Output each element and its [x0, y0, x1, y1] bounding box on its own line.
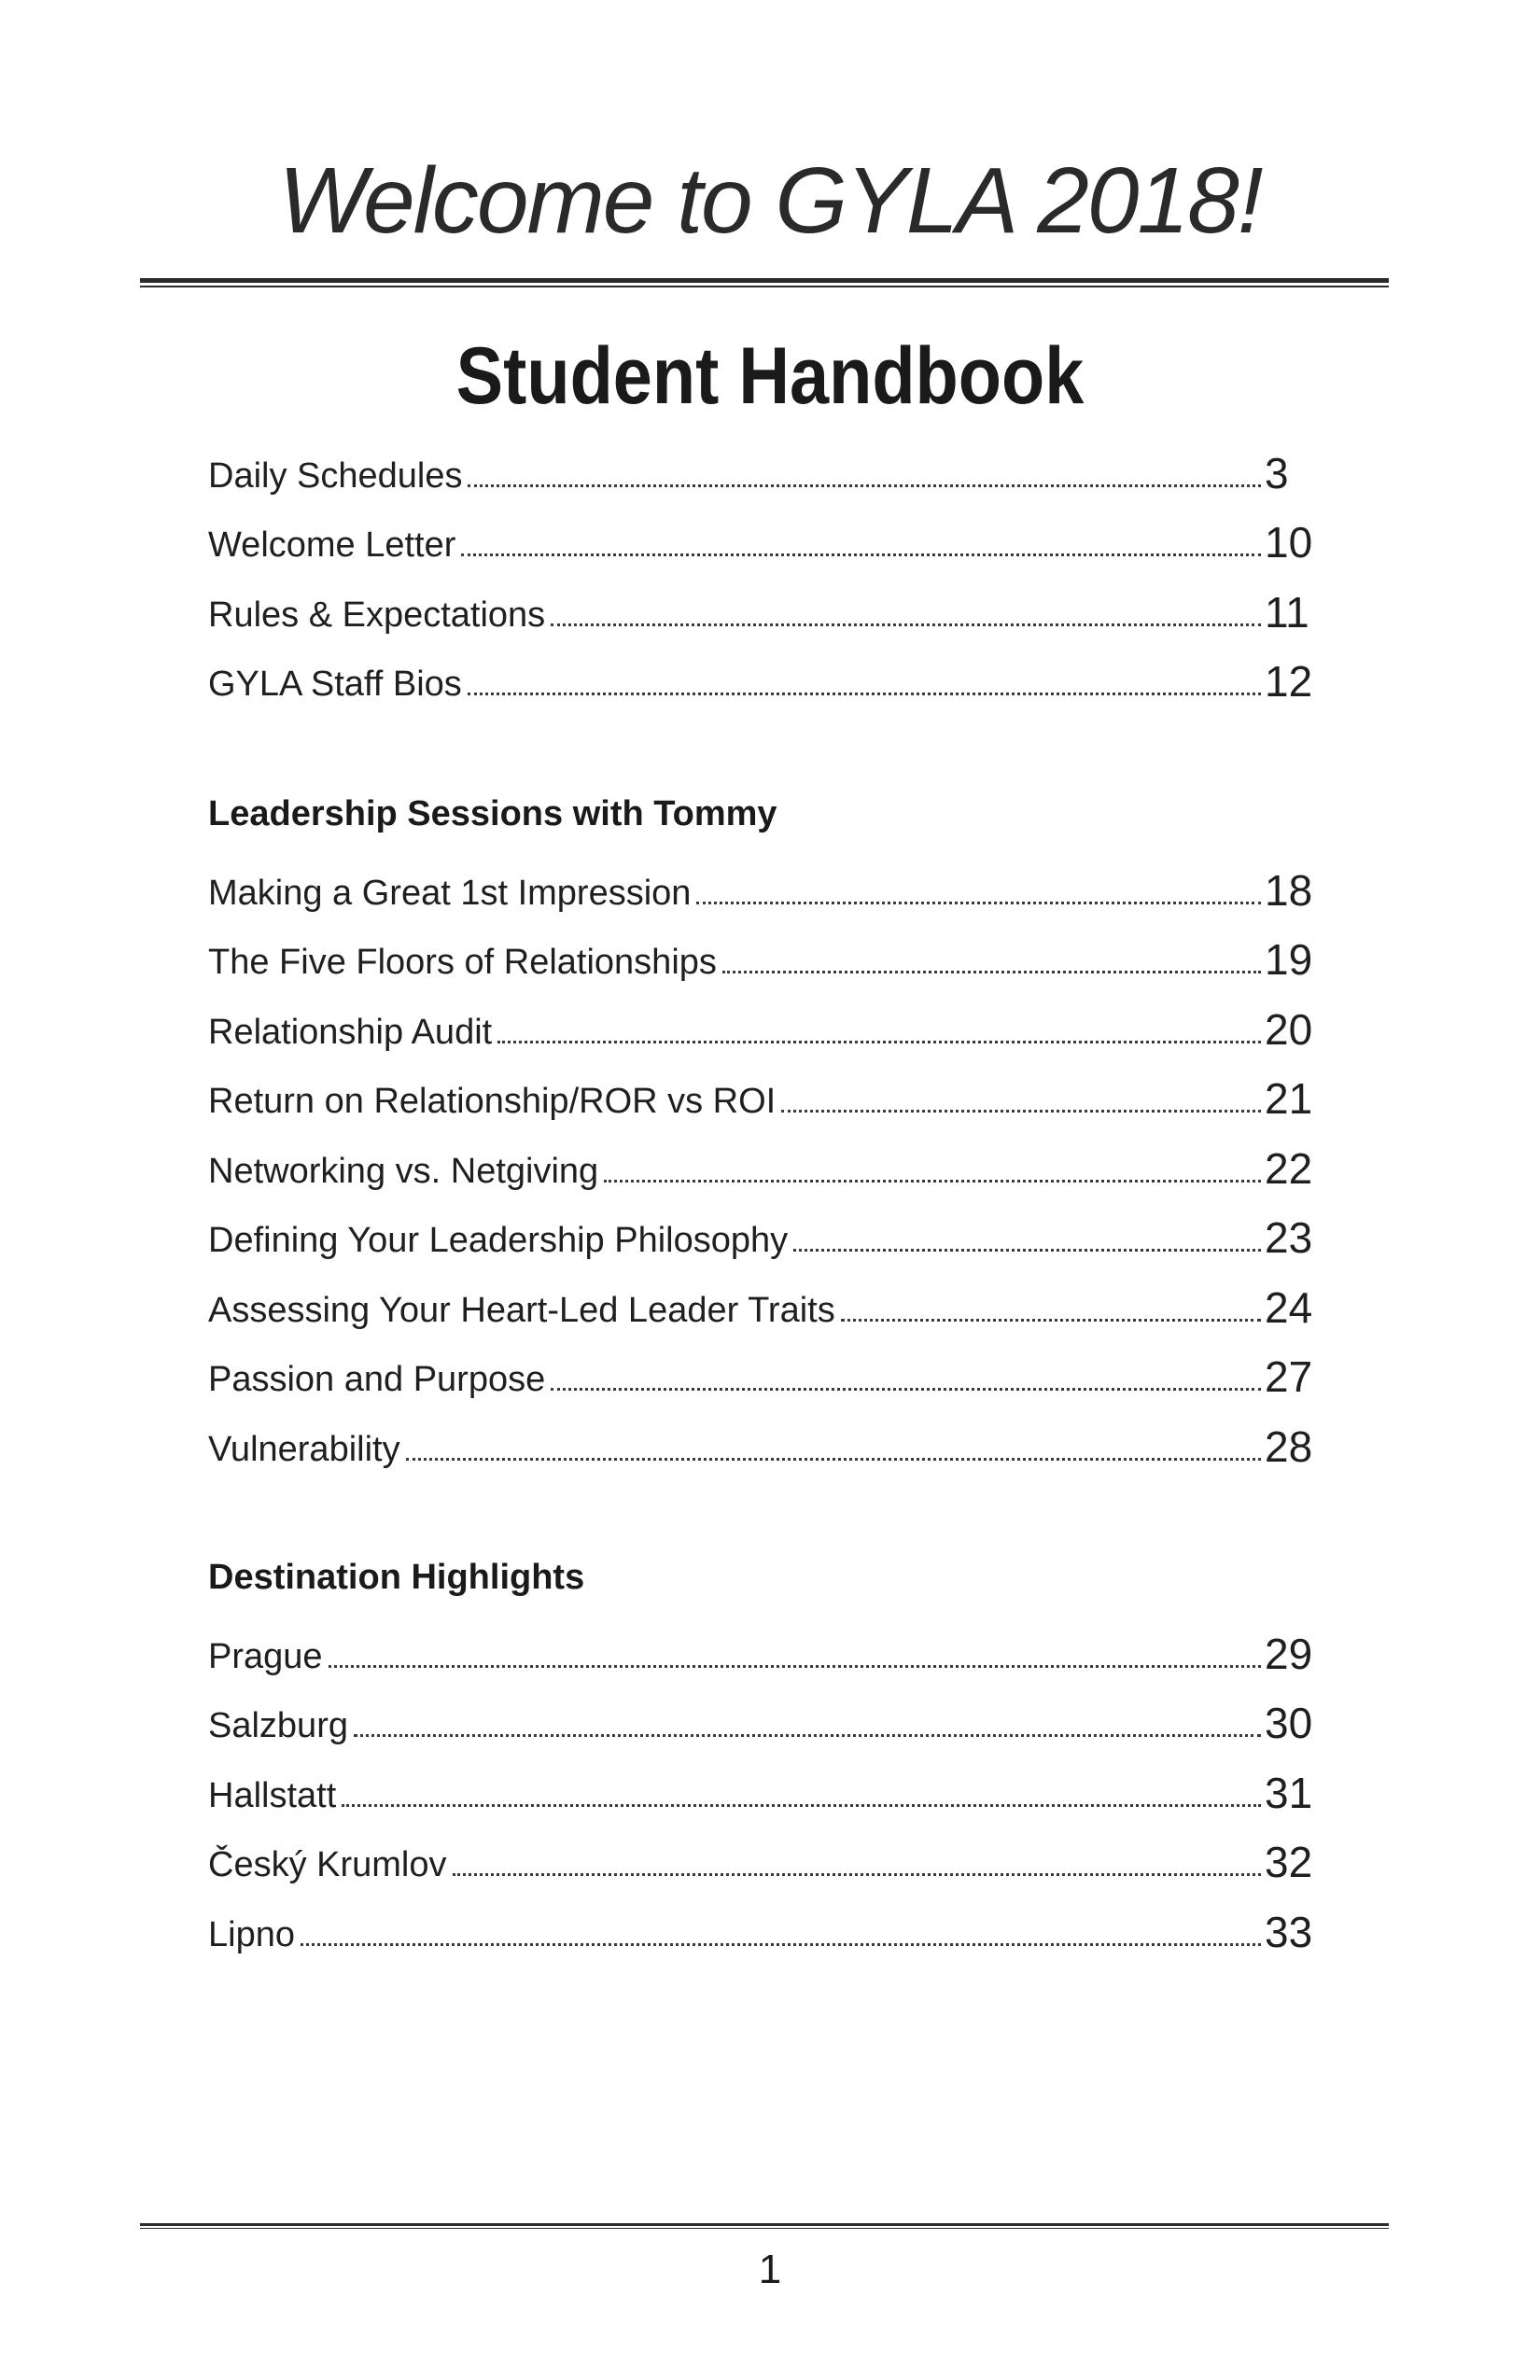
toc-entry-page: 27 — [1265, 1352, 1313, 1401]
dot-leader — [604, 1180, 1261, 1183]
toc-entry-heart-led-traits[interactable] — [208, 1268, 1321, 1338]
toc-entry-passion-purpose[interactable] — [208, 1338, 1321, 1408]
dot-leader — [722, 971, 1261, 973]
toc-leadership — [208, 851, 1321, 1477]
dot-leader — [329, 1665, 1261, 1668]
toc-entry-label: Hallstatt — [208, 1775, 337, 1815]
dot-leader — [354, 1734, 1261, 1737]
dot-leader — [461, 553, 1261, 556]
toc-entry-label: Passion and Purpose — [208, 1360, 546, 1399]
dot-leader — [453, 1873, 1262, 1876]
toc-entry-page: 33 — [1265, 1907, 1313, 1956]
dot-leader — [468, 693, 1261, 695]
toc-entry-vulnerability[interactable] — [208, 1407, 1321, 1477]
page-number: 1 — [758, 2247, 782, 2292]
toc-entry-page: 24 — [1265, 1282, 1313, 1332]
toc-entry-prague[interactable] — [208, 1615, 1321, 1685]
toc-entry-rules-expectations[interactable] — [208, 573, 1321, 643]
toc-entry-page: 31 — [1265, 1768, 1313, 1817]
toc-entry-networking[interactable] — [208, 1129, 1321, 1199]
toc-entry-label: Relationship Audit — [208, 1012, 493, 1052]
dot-leader — [551, 623, 1261, 626]
toc-entry-page: 12 — [1265, 657, 1313, 706]
toc-entry-label: Rules & Expectations — [208, 595, 546, 635]
dot-leader — [781, 1110, 1261, 1113]
bottom-divider — [140, 2223, 1389, 2229]
toc-entry-relationship-audit[interactable] — [208, 990, 1321, 1060]
toc-entry-label: Vulnerability — [208, 1429, 400, 1469]
welcome-heading: Welcome to GYLA 2018! — [278, 148, 1262, 253]
toc-entry-label: The Five Floors of Relationships — [208, 943, 717, 982]
toc-entry-page: 32 — [1265, 1838, 1313, 1886]
toc-entry-page: 21 — [1265, 1074, 1313, 1123]
toc-entry-page: 3 — [1265, 448, 1289, 497]
toc-entry-staff-bios[interactable] — [208, 643, 1321, 713]
dot-leader — [468, 484, 1261, 487]
dot-leader — [551, 1388, 1261, 1391]
toc-entry-lipno[interactable] — [208, 1893, 1321, 1963]
dot-leader — [342, 1804, 1261, 1807]
toc-entry-page: 28 — [1265, 1421, 1313, 1471]
toc-entry-five-floors[interactable] — [208, 921, 1321, 991]
toc-entry-page: 23 — [1265, 1213, 1313, 1262]
toc-entry-page: 19 — [1265, 935, 1313, 984]
toc-entry-page: 29 — [1265, 1629, 1313, 1678]
toc-entry-page: 22 — [1265, 1143, 1313, 1193]
toc-entry-label: Defining Your Leadership Philosophy — [208, 1221, 789, 1260]
toc-entry-hallstatt[interactable] — [208, 1754, 1321, 1824]
toc-entry-label: Making a Great 1st Impression — [208, 873, 692, 913]
dot-leader — [696, 902, 1261, 904]
toc-entry-page: 18 — [1265, 865, 1313, 915]
toc-entry-label: Daily Schedules — [208, 455, 463, 496]
toc-entry-label: Salzburg — [208, 1706, 348, 1745]
toc-main — [208, 434, 1321, 712]
toc-entry-welcome-letter[interactable] — [208, 504, 1321, 574]
toc-entry-label: Welcome Letter — [208, 525, 456, 565]
toc-entry-label: GYLA Staff Bios — [208, 665, 462, 704]
page-title: Student Handbook — [455, 331, 1085, 421]
section-heading-leadership: Leadership Sessions with Tommy — [208, 794, 777, 833]
toc-entry-first-impression[interactable] — [208, 851, 1321, 921]
toc-entry-label: Český Krumlov — [208, 1845, 447, 1884]
toc-entry-page: 10 — [1265, 518, 1313, 567]
toc-entry-leadership-philosophy[interactable] — [208, 1199, 1321, 1269]
section-heading-destinations: Destination Highlights — [208, 1558, 585, 1597]
toc-entry-label: Assessing Your Heart-Led Leader Traits — [208, 1290, 835, 1330]
toc-entry-cesky-krumlov[interactable] — [208, 1824, 1321, 1894]
toc-entry-label: Return on Relationship/ROR vs ROI — [208, 1082, 777, 1121]
toc-entry-label: Lipno — [208, 1914, 295, 1954]
dot-leader — [793, 1249, 1261, 1252]
dot-leader — [406, 1458, 1261, 1461]
toc-entry-daily-schedules[interactable] — [208, 434, 1321, 504]
dot-leader — [841, 1319, 1261, 1322]
toc-destinations — [208, 1615, 1321, 1963]
toc-entry-page: 11 — [1265, 587, 1309, 637]
top-divider — [140, 278, 1389, 287]
toc-entry-label: Prague — [208, 1636, 323, 1676]
dot-leader — [301, 1943, 1261, 1946]
dot-leader — [497, 1041, 1261, 1043]
toc-entry-salzburg[interactable] — [208, 1685, 1321, 1755]
toc-entry-page: 30 — [1265, 1699, 1313, 1747]
toc-entry-page: 20 — [1265, 1004, 1313, 1054]
toc-entry-return-on-relationship[interactable] — [208, 1060, 1321, 1130]
toc-entry-label: Networking vs. Netgiving — [208, 1151, 599, 1191]
